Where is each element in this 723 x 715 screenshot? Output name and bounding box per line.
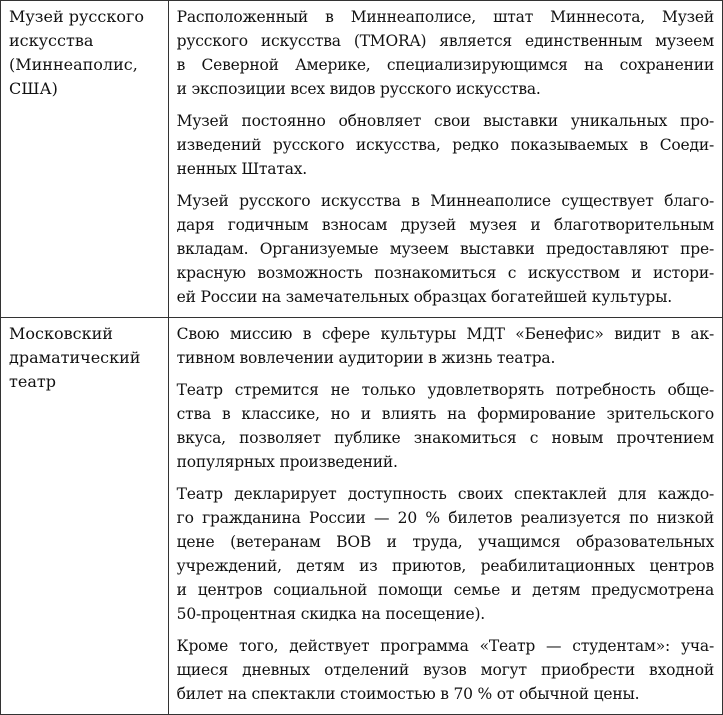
text-line: вкладам. Организуемые музеем выставки предоставляют пре- — [176, 240, 714, 258]
organization-name-line: Музей русского — [9, 7, 144, 26]
text-line: ства в классике, но и влиять на формирование зрительского — [176, 405, 714, 423]
organization-name-cell — [1, 318, 169, 715]
text-line: Расположенный в Миннеаполисе, штат Миннесота, Музей — [176, 8, 714, 26]
text-line: Свою миссию в сфере культуры МДТ «Бенефис» видит в ак- — [176, 325, 714, 343]
description-paragraph — [177, 482, 714, 626]
text-line: цене (ветеранам ВОВ и труда, учащимся образовательных — [176, 533, 714, 551]
organization-name-line: искусства — [9, 31, 94, 50]
text-line: и центров социальной помощи семье и детям предусмотрена — [176, 581, 714, 599]
text-line: го гражданина России — 20 % билетов реализуется по низкой — [176, 509, 714, 527]
text-line: вкуса, позволяет публике знакомиться с новым прочтением — [176, 429, 714, 447]
text-line: Театр стремится не только удовлетворять потребность обще- — [176, 381, 714, 399]
description-paragraph — [177, 634, 714, 706]
text-line: учреждений, детям из приютов, реабилитационных центров — [176, 557, 714, 575]
text-line: 50-процентная скидка на посещение). — [176, 605, 486, 623]
organization-description-cell — [168, 1, 722, 318]
text-line: Музей русского искусства в Миннеаполисе существует благо- — [176, 192, 714, 210]
description-paragraph — [177, 378, 714, 474]
text-line: и экспозиции всех видов русского искусства. — [176, 80, 541, 98]
table-row — [1, 1, 723, 318]
organization-name-line: театр — [9, 372, 56, 391]
organization-name-cell — [1, 1, 169, 318]
text-line: Театр декларирует доступность своих спектаклей для каждо- — [176, 485, 714, 503]
organization-name-line: (Миннеаполис, — [9, 55, 138, 74]
description-paragraph — [177, 322, 714, 370]
organization-name-line: Московский — [9, 324, 113, 343]
text-line: Кроме того, действует программа «Театр — студентам»: уча- — [176, 637, 714, 655]
text-line: ненных Штатах. — [176, 160, 308, 178]
organization-description-cell — [168, 318, 722, 715]
description-paragraph — [177, 5, 714, 101]
table-row — [1, 318, 723, 715]
text-line: в Северной Америке, специализирующимся на сохранении — [176, 56, 714, 74]
text-line: тивном вовлечении аудитории в жизнь театра. — [176, 349, 556, 367]
organization-name-line: США) — [9, 79, 58, 98]
text-line: русского искусства (TMORA) является единственным музеем — [176, 32, 714, 50]
text-line: Музей постоянно обновляет свои выставки уникальных про- — [176, 112, 714, 130]
text-line: красную возможность познакомиться с искусством и истори- — [176, 264, 714, 282]
organization-name-line: драматический — [9, 348, 141, 367]
text-line: популярных произведений. — [176, 453, 398, 471]
text-line: изведений русского искусства, редко показываемых в Соеди- — [176, 136, 714, 154]
text-line: даря годичным взносам друзей музея и благотворительным — [176, 216, 714, 234]
description-paragraph — [177, 109, 714, 181]
text-line: щиеся дневных отделений вузов могут приобрести входной — [176, 661, 714, 679]
text-line: ей России на замечательных образцах богатейшей культуры. — [176, 288, 672, 306]
description-paragraph — [177, 189, 714, 309]
text-line: билет на спектакли стоимостью в 70 % от обычной цены. — [176, 685, 640, 703]
